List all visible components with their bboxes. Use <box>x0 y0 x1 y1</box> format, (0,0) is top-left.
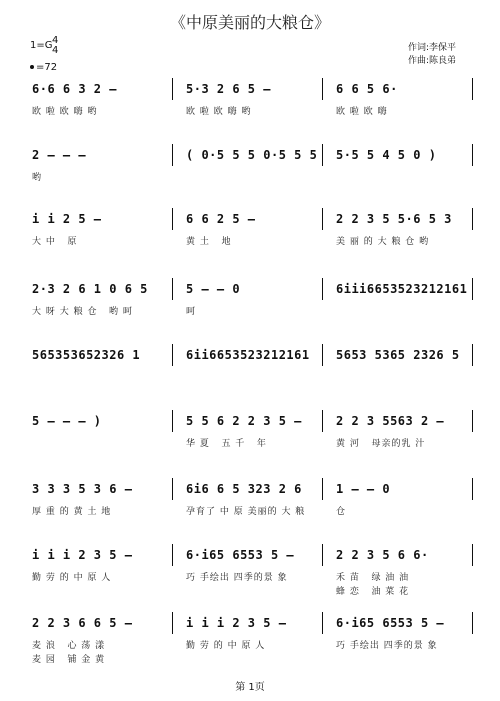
lyric-line: 厚 重 的 黄 土 地 <box>32 507 112 517</box>
key-label: 1=G <box>30 40 53 51</box>
bar-line <box>172 344 173 366</box>
lyric-line: 美 丽 的 大 粮 仓 哟 <box>336 237 430 247</box>
score-system <box>0 348 500 398</box>
bar-line <box>472 208 473 230</box>
score-system <box>0 616 500 666</box>
bar-line <box>472 612 473 634</box>
lyric-line: 大 中 原 <box>32 237 78 247</box>
lyric-line: 巧 手绘出 四季的景 象 <box>336 641 438 651</box>
lyric-line: 欧 啦 欧 嗨 哟 <box>32 107 98 117</box>
note-segment: 6ii6653523212161 <box>186 348 310 362</box>
bar-line <box>472 410 473 432</box>
note-segment: 6·6 6 3 2 – <box>32 82 117 96</box>
lyric-line: 哟 <box>32 173 43 183</box>
note-segment: 3 3 3 5 3 6 – <box>32 482 133 496</box>
score-system <box>0 548 500 598</box>
lyric-line: 欧 啦 欧 嗨 哟 <box>186 107 252 117</box>
note-segment: 2·3 2 6 1 0 6 5 <box>32 282 148 296</box>
note-segment: 5·3 2 6 5 – <box>186 82 271 96</box>
tempo-value: =72 <box>36 62 58 73</box>
bar-line <box>472 478 473 500</box>
lyric-line: 黄 土 地 <box>186 237 232 247</box>
note-segment: 6 6 5 6· <box>336 82 398 96</box>
note-segment: 5·5 5 4 5 0 ) <box>336 148 437 162</box>
bar-line <box>472 78 473 100</box>
bar-line <box>322 208 323 230</box>
note-segment: 565353652326 1 <box>32 348 141 362</box>
note-segment: ( 0·5 5 5 0·5 5 5 <box>186 148 318 162</box>
note-segment: 2 – – – <box>32 148 87 162</box>
note-segment: 6·i65 6553 5 – <box>186 548 295 562</box>
note-segment: 2 2 3 5 6 6· <box>336 548 429 562</box>
credits <box>408 42 456 68</box>
lyric-line: 大 呀 大 粮 仓 哟 呵 <box>32 307 133 317</box>
lyric-line: 勤 劳 的 中 原 人 <box>32 573 112 583</box>
lyric-line: 孕育了 中 原 美丽的 大 粮 <box>186 507 306 517</box>
lyric-line: 禾 苗 绿 油 油 <box>336 573 410 583</box>
note-segment: 5 – – 0 <box>186 282 241 296</box>
bar-line <box>322 410 323 432</box>
score-system <box>0 282 500 332</box>
bar-line <box>322 612 323 634</box>
lyric-line: 呵 <box>186 307 197 317</box>
lyric-line-second: 麦 园 铺 金 黄 <box>32 655 106 665</box>
score-system <box>0 414 500 464</box>
note-segment: 6i6 6 5 323 2 6 <box>186 482 302 496</box>
tempo-mark <box>30 62 57 73</box>
score-system <box>0 212 500 262</box>
page-title: 《中原美丽的大粮仓》 <box>169 13 330 32</box>
bar-line <box>322 478 323 500</box>
bar-line <box>172 278 173 300</box>
note-segment: i i i 2 3 5 – <box>32 548 133 562</box>
bar-line <box>472 544 473 566</box>
composer: 作曲:陈良弟 <box>408 56 457 66</box>
bar-line <box>172 144 173 166</box>
lyric-line: 仓 <box>336 507 347 517</box>
lyric-line: 欧 啦 欧 嗨 <box>336 107 388 117</box>
bar-line <box>472 144 473 166</box>
bar-line <box>322 544 323 566</box>
bar-line <box>172 410 173 432</box>
bar-line <box>172 478 173 500</box>
bar-line <box>472 344 473 366</box>
bar-line <box>172 612 173 634</box>
note-segment: 6iii6653523212161 <box>336 282 468 296</box>
note-segment: 5 5 6 2 2 3 5 – <box>186 414 302 428</box>
lyric-line: 黄 河 母亲的乳 汁 <box>336 439 426 449</box>
note-segment: i i i 2 3 5 – <box>186 616 287 630</box>
page-number: 第 1页 <box>235 682 265 693</box>
time-top: 4 <box>52 35 59 46</box>
lyricist: 作词:李保平 <box>408 43 457 53</box>
score-system <box>0 148 500 198</box>
note-segment: 2 2 3 6 6 5 – <box>32 616 133 630</box>
note-segment: 6 6 2 5 – <box>186 212 256 226</box>
lyric-line: 巧 手绘出 四季的景 象 <box>186 573 288 583</box>
note-segment: 1 – – 0 <box>336 482 391 496</box>
lyric-line: 华 夏 五 千 年 <box>186 439 267 449</box>
score-system <box>0 82 500 132</box>
note-segment: 5 – – – ) <box>32 414 102 428</box>
bar-line <box>472 278 473 300</box>
bar-line <box>322 278 323 300</box>
bar-line <box>172 208 173 230</box>
key-signature <box>30 35 59 56</box>
bar-line <box>322 78 323 100</box>
time-bottom: 4 <box>52 45 59 56</box>
bar-line <box>172 78 173 100</box>
note-segment: i i 2 5 – <box>32 212 102 226</box>
note-segment: 2 2 3 5 5·6 5 3 <box>336 212 452 226</box>
note-segment: 6·i65 6553 5 – <box>336 616 445 630</box>
bar-line <box>172 544 173 566</box>
note-segment: 2 2 3 5563 2 – <box>336 414 445 428</box>
lyric-line-second: 蜂 恋 油 菜 花 <box>336 587 410 597</box>
lyric-line: 麦 浪 心 荡 漾 <box>32 641 106 651</box>
quarter-note-icon <box>30 65 34 69</box>
note-segment: 5653 5365 2326 5 <box>336 348 460 362</box>
score-system <box>0 482 500 532</box>
bar-line <box>322 344 323 366</box>
lyric-line: 勤 劳 的 中 原 人 <box>186 641 266 651</box>
bar-line <box>322 144 323 166</box>
time-signature <box>52 36 58 56</box>
